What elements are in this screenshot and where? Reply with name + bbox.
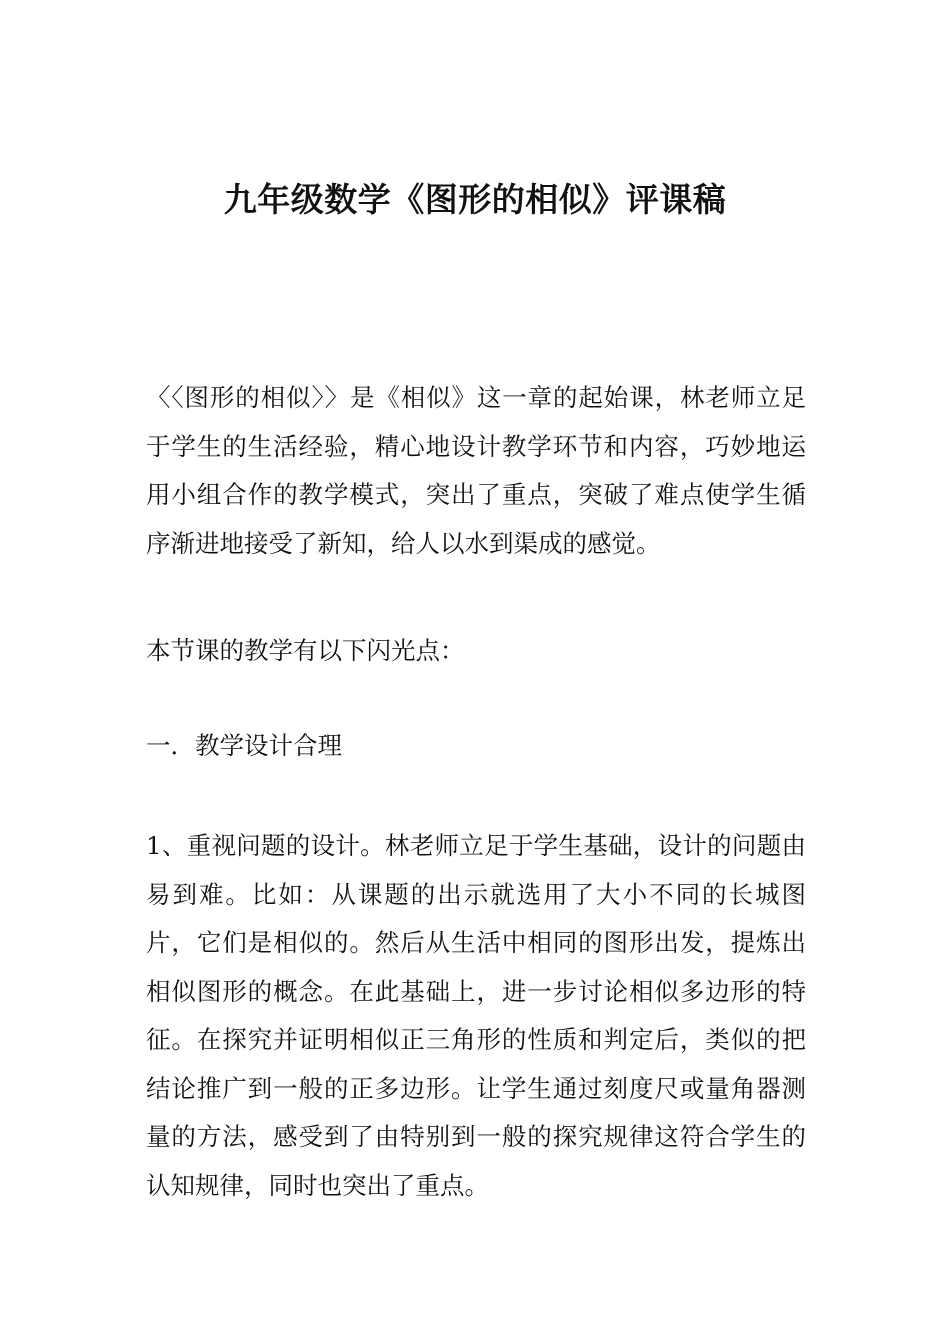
paragraph-highlights-lead: 本节课的教学有以下闪光点： — [146, 636, 465, 665]
document-title: 九年级数学《图形的相似》评课稿 — [223, 180, 727, 219]
section-heading: 一．教学设计合理 — [146, 731, 342, 760]
paragraph-point-1: 1、重视问题的设计。林老师立足于学生基础，设计的问题由易到难。比如：从课题的出示就选用了大小不同的长城图片，它们是相似的。然后从生活中相同的图形出发，提炼出相似图形的概念。在此基础上，进一步讨论相似多边形的特征。在探究并证明相似正三角形的性质和判定后，类似的把结论推广到一般的正多边形。让学生通过刻度尺或量角器测量的方法，感受到了由特别到一般的探究规律这符合学生的认知规律，同时也突出了重点。 — [146, 831, 806, 1200]
paragraph-intro: 〈〈图形的相似〉〉是《相似》这一章的起始课，林老师立足于学生的生活经验，精心地设计教学环节和内容，巧妙地运用小组合作的教学模式，突出了重点，突破了难点使学生循序渐进地接受了新知，给人以水到渠成的感觉。 — [146, 383, 806, 558]
